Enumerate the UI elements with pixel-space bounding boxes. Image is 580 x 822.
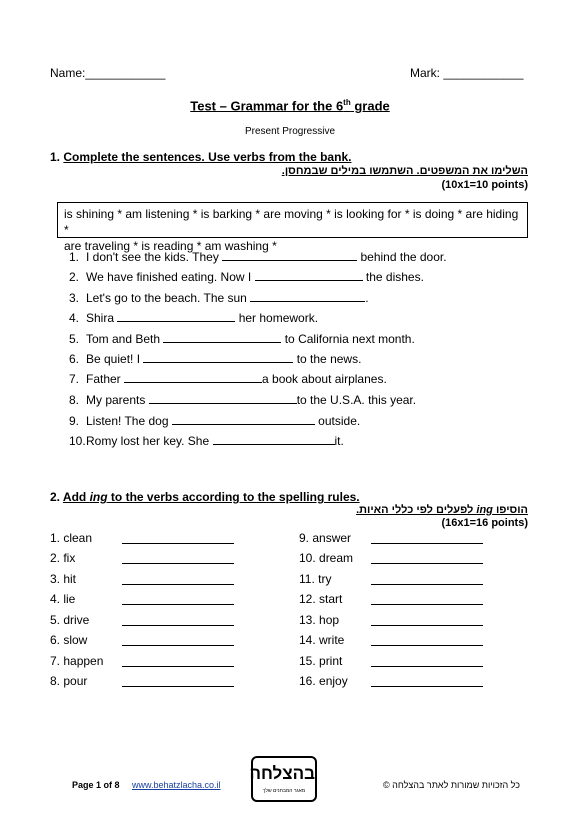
list-item: 5. drive xyxy=(50,613,90,627)
item-text: We have finished eating. Now I xyxy=(86,270,255,284)
list-item xyxy=(69,391,416,407)
item-text: it. xyxy=(334,434,344,448)
page-title xyxy=(0,98,580,113)
section2-ing: ing xyxy=(89,490,108,504)
title-sup: th xyxy=(343,98,351,107)
list-item: 14. write xyxy=(299,633,345,647)
item-text: Tom and Beth xyxy=(86,332,164,346)
section1-points: (10x1=10 points) xyxy=(441,179,528,191)
list-item xyxy=(69,330,415,346)
site-logo xyxy=(251,756,317,802)
list-item: 16. enjoy xyxy=(299,674,348,688)
list-item: 9. answer xyxy=(299,531,352,545)
answer-blank[interactable] xyxy=(255,268,363,281)
section2-points: (16x1=16 points) xyxy=(441,517,528,529)
item-number: 1. xyxy=(69,250,80,264)
item-number: 6. xyxy=(69,352,80,366)
item-number: 5. xyxy=(69,332,80,346)
list-item xyxy=(69,309,318,325)
list-item xyxy=(69,289,369,305)
section2-number: 2. xyxy=(50,490,61,504)
list-item: 10. dream xyxy=(299,551,354,565)
item-number: 4. xyxy=(69,311,80,325)
item-text: to the news. xyxy=(293,352,362,366)
list-item: 11. try xyxy=(299,572,332,586)
answer-blank[interactable] xyxy=(122,645,234,646)
item-text: Be quiet! I xyxy=(86,352,144,366)
answer-blank[interactable] xyxy=(371,645,483,646)
section1-hebrew: השלימו את המשפטים. השתמשו במילים שבמחסן. xyxy=(281,165,528,177)
item-text: behind the door. xyxy=(357,250,447,264)
answer-blank[interactable] xyxy=(371,543,483,544)
list-item xyxy=(69,412,360,428)
list-item: 7. happen xyxy=(50,654,104,668)
answer-blank[interactable] xyxy=(122,604,234,605)
item-text: outside. xyxy=(314,414,361,428)
item-text: Shira xyxy=(86,311,118,325)
answer-blank[interactable] xyxy=(117,309,235,322)
item-text: her homework. xyxy=(235,311,319,325)
title-main: Test – Grammar for the 6 xyxy=(190,98,344,114)
item-number: 3. xyxy=(69,291,80,305)
answer-blank[interactable] xyxy=(122,543,234,544)
word-bank-line-2: are traveling * is reading * am washing * xyxy=(64,239,277,253)
list-item xyxy=(69,370,387,386)
section2-instruction: Add xyxy=(62,490,90,504)
section1-heading xyxy=(50,150,351,164)
item-number: 7. xyxy=(69,372,80,386)
list-item: 8. pour xyxy=(50,674,88,688)
answer-blank[interactable] xyxy=(371,604,483,605)
answer-blank[interactable] xyxy=(122,584,234,585)
answer-blank[interactable] xyxy=(163,330,281,343)
item-text: Father xyxy=(86,372,125,386)
page-number: Page 1 of 8 xyxy=(72,780,120,790)
answer-blank[interactable] xyxy=(143,350,293,363)
answer-blank[interactable] xyxy=(371,666,483,667)
answer-blank[interactable] xyxy=(213,432,335,445)
list-item: 4. lie xyxy=(50,592,76,606)
item-text: . xyxy=(365,291,369,305)
answer-blank[interactable] xyxy=(122,666,234,667)
answer-blank[interactable] xyxy=(371,625,483,626)
logo-text: בהצלחה xyxy=(249,764,315,783)
word-bank-line-1: is shining * am listening * is barking * are moving * is looking for * is doing * are hiding * xyxy=(64,207,519,237)
item-text: the dishes. xyxy=(362,270,424,284)
copyright: כל הזכויות שמורות לאתר בהצלחה © xyxy=(383,780,520,790)
section2-hebrew-pre: הוסיפו xyxy=(492,504,528,516)
logo-subtext: מאגר המבחנים שלך xyxy=(262,788,306,794)
section2-hebrew xyxy=(356,504,528,516)
item-number: 2. xyxy=(69,270,80,284)
list-item: 13. hop xyxy=(299,613,340,627)
list-item: 15. print xyxy=(299,654,343,668)
answer-blank[interactable] xyxy=(371,563,483,564)
item-text: My parents xyxy=(86,393,149,407)
section2-hebrew-ing: ing xyxy=(476,504,493,516)
answer-blank[interactable] xyxy=(371,584,483,585)
list-item: 12. start xyxy=(299,592,343,606)
item-number: 8. xyxy=(69,393,80,407)
item-text: to the U.S.A. this year. xyxy=(296,393,417,407)
list-item: 1. clean xyxy=(50,531,93,545)
section1-instruction: Complete the sentences. Use verbs from the bank. xyxy=(63,150,352,164)
item-text: to California next month. xyxy=(281,332,415,346)
answer-blank[interactable] xyxy=(124,370,262,383)
list-item xyxy=(69,268,424,284)
answer-blank[interactable] xyxy=(149,391,297,404)
answer-blank[interactable] xyxy=(222,248,357,261)
item-number: 9. xyxy=(69,414,80,428)
answer-blank[interactable] xyxy=(371,686,483,687)
footer-link[interactable]: www.behatzlacha.co.il xyxy=(132,780,221,790)
list-item xyxy=(69,432,344,448)
list-item: 3. hit xyxy=(50,572,77,586)
answer-blank[interactable] xyxy=(250,289,365,302)
answer-blank[interactable] xyxy=(122,686,234,687)
item-number: 10. xyxy=(69,434,86,448)
answer-blank[interactable] xyxy=(122,563,234,564)
list-item: 6. slow xyxy=(50,633,88,647)
answer-blank[interactable] xyxy=(122,625,234,626)
answer-blank[interactable] xyxy=(172,412,315,425)
item-text: Listen! The dog xyxy=(86,414,172,428)
title-tail: grade xyxy=(350,98,390,114)
name-field: Name:____________ xyxy=(50,66,166,80)
item-text: a book about airplanes. xyxy=(262,372,387,386)
item-text: Let's go to the beach. The sun xyxy=(86,291,251,305)
section2-hebrew-post: לפעלים לפי כללי האיות. xyxy=(356,504,477,516)
item-text: Romy lost her key. She xyxy=(86,434,213,448)
section2-instruction-rest: to the verbs according to the spelling rules. xyxy=(107,490,360,504)
list-item xyxy=(69,248,447,264)
list-item: 2. fix xyxy=(50,551,76,565)
section2-heading xyxy=(50,490,360,504)
subtitle: Present Progressive xyxy=(244,126,336,137)
list-item xyxy=(69,350,361,366)
mark-field: Mark: ____________ xyxy=(410,66,524,80)
section1-number: 1. xyxy=(50,150,61,164)
word-bank xyxy=(57,202,528,253)
item-text: I don't see the kids. They xyxy=(86,250,223,264)
